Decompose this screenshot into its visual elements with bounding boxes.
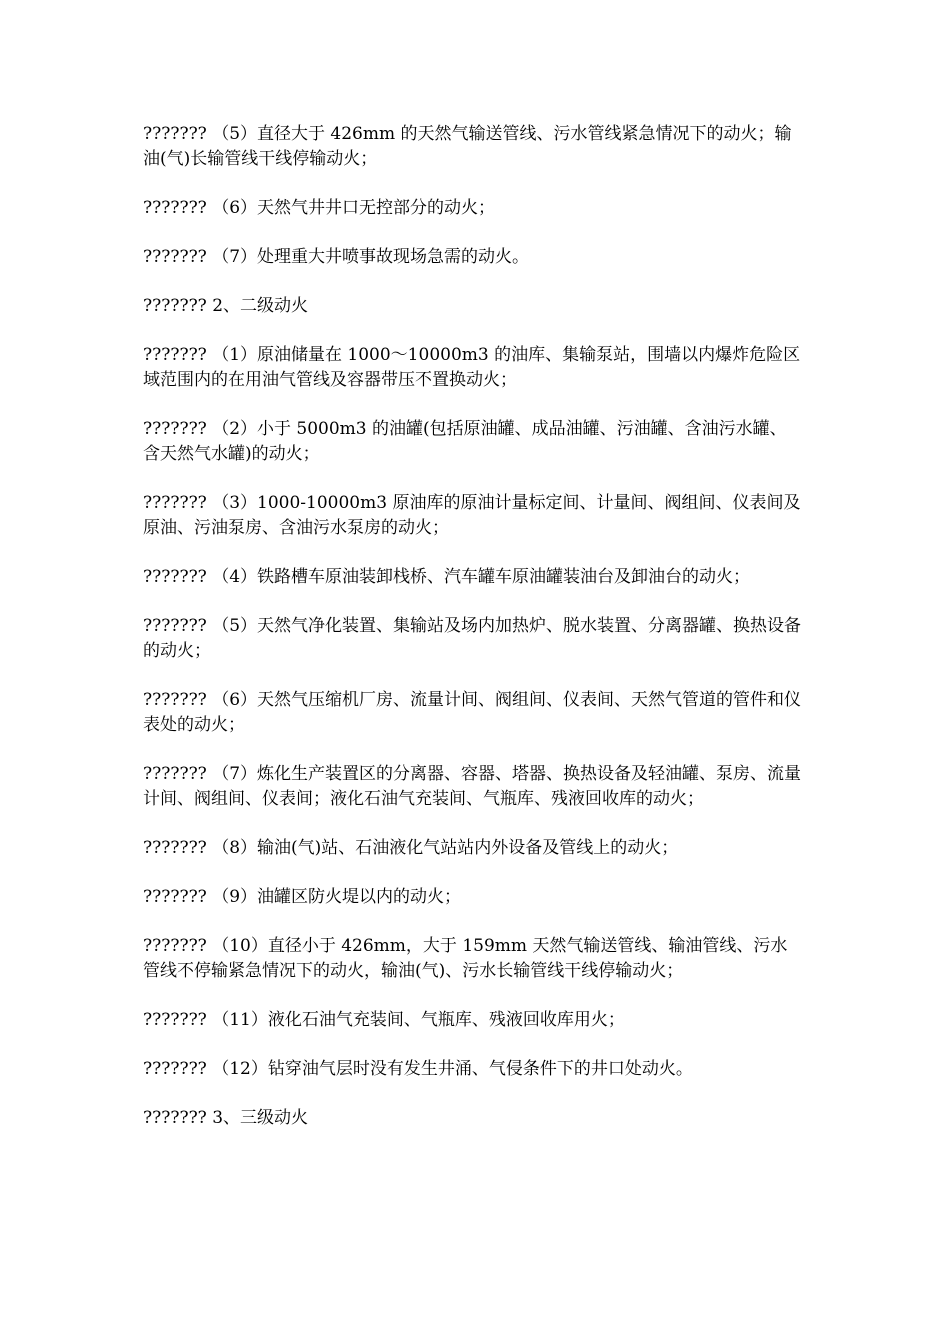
paragraph-item-5-gas-purification: ??????? （5）天然气净化装置、集输站及场内加热炉、脱水装置、分离器罐、换热设备的动火； — [143, 616, 802, 661]
paragraph-item-10-medium-pipeline: ??????? （10）直径小于 426mm，大于 159mm 天然气输送管线、输油管线、污水管线不停输紧急情况下的动火，输油(气)、污水长输管线干线停输动火； — [143, 936, 788, 981]
section-heading-level-2: ??????? 2、二级动火 — [143, 296, 309, 316]
paragraph-item-11-lpg: ??????? （11）液化石油气充装间、气瓶库、残液回收库用火； — [143, 1010, 625, 1030]
paragraph-item-9-tank-area: ??????? （9）油罐区防火堤以内的动火； — [143, 887, 462, 907]
document-body — [143, 122, 803, 1155]
paragraph-item-1-oil-depot: ??????? （1）原油储量在 1000～10000m3 的油库、集输泵站，围墙以内爆炸危险区域范围内的在用油气管线及容器带压不置换动火； — [143, 345, 801, 390]
paragraph-item-7-refinery: ??????? （7）炼化生产装置区的分离器、容器、塔器、换热设备及轻油罐、泵房、流量计间、阀组间、仪表间；液化石油气充装间、气瓶库、残液回收库的动火； — [143, 764, 802, 809]
paragraph-item-7-blowout: ??????? （7）处理重大井喷事故现场急需的动火。 — [143, 247, 530, 267]
paragraph-item-8-stations: ??????? （8）输油(气)站、石油液化气站站内外设备及管线上的动火； — [143, 838, 679, 858]
paragraph-item-2-oil-tanks: ??????? （2）小于 5000m3 的油罐(包括原油罐、成品油罐、污油罐、含油污水罐、含天然气水罐)的动火； — [143, 419, 787, 464]
paragraph-item-12-drilling: ??????? （12）钻穿油气层时没有发生井涌、气侵条件下的井口处动火。 — [143, 1059, 693, 1079]
section-heading-level-3: ??????? 3、三级动火 — [143, 1108, 309, 1128]
paragraph-item-6-gas-wellhead: ??????? （6）天然气井井口无控部分的动火； — [143, 198, 496, 218]
paragraph-item-3-metering-rooms: ??????? （3）1000-10000m3 原油库的原油计量标定间、计量间、阀组间、仪表间及原油、污油泵房、含油污水泵房的动火； — [143, 493, 801, 538]
paragraph-item-6-compressor: ??????? （6）天然气压缩机厂房、流量计间、阀组间、仪表间、天然气管道的管件和仪表处的动火； — [143, 690, 802, 735]
paragraph-item-4-rail-loading: ??????? （4）铁路槽车原油装卸栈桥、汽车罐车原油罐装油台及卸油台的动火； — [143, 567, 751, 587]
paragraph-item-5-large-pipeline: ??????? （5）直径大于 426mm 的天然气输送管线、污水管线紧急情况下的动火；输油(气)长输管线干线停输动火； — [143, 124, 792, 169]
